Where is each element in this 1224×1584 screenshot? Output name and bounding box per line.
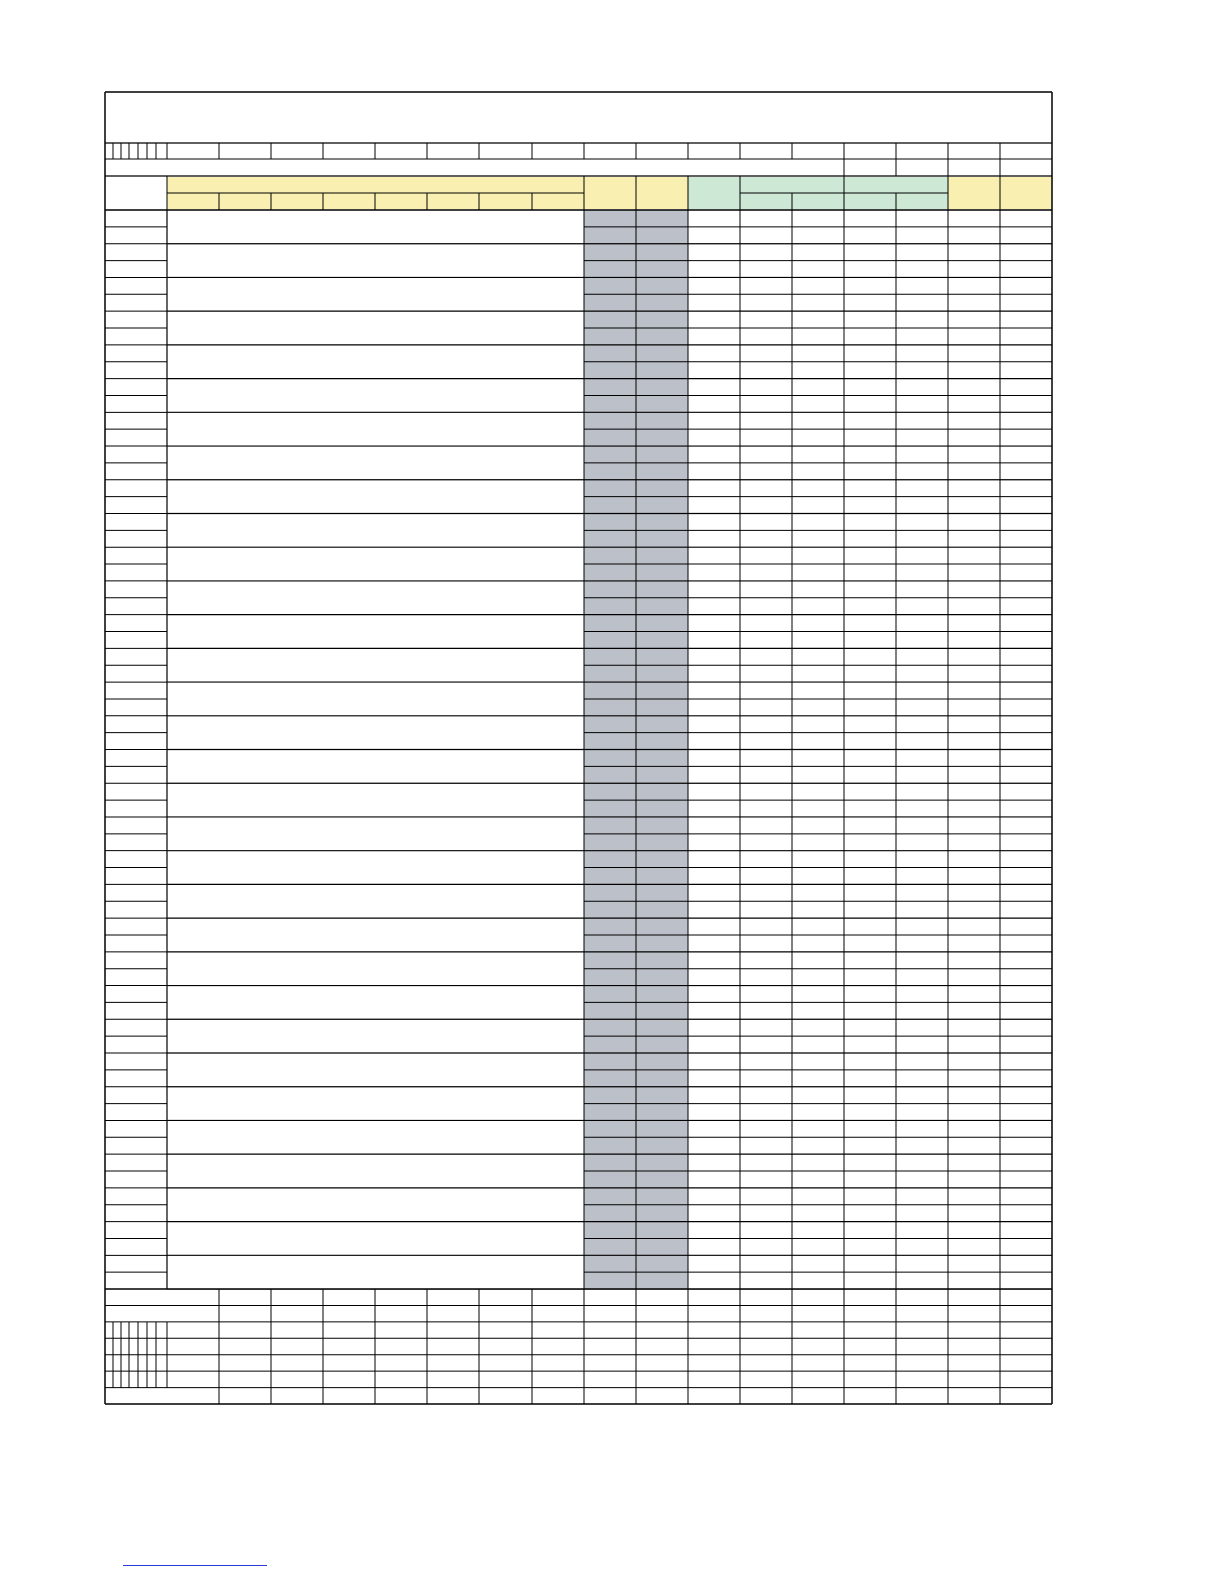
grid-lines	[105, 92, 1052, 1404]
footer-link[interactable]	[123, 1549, 267, 1566]
